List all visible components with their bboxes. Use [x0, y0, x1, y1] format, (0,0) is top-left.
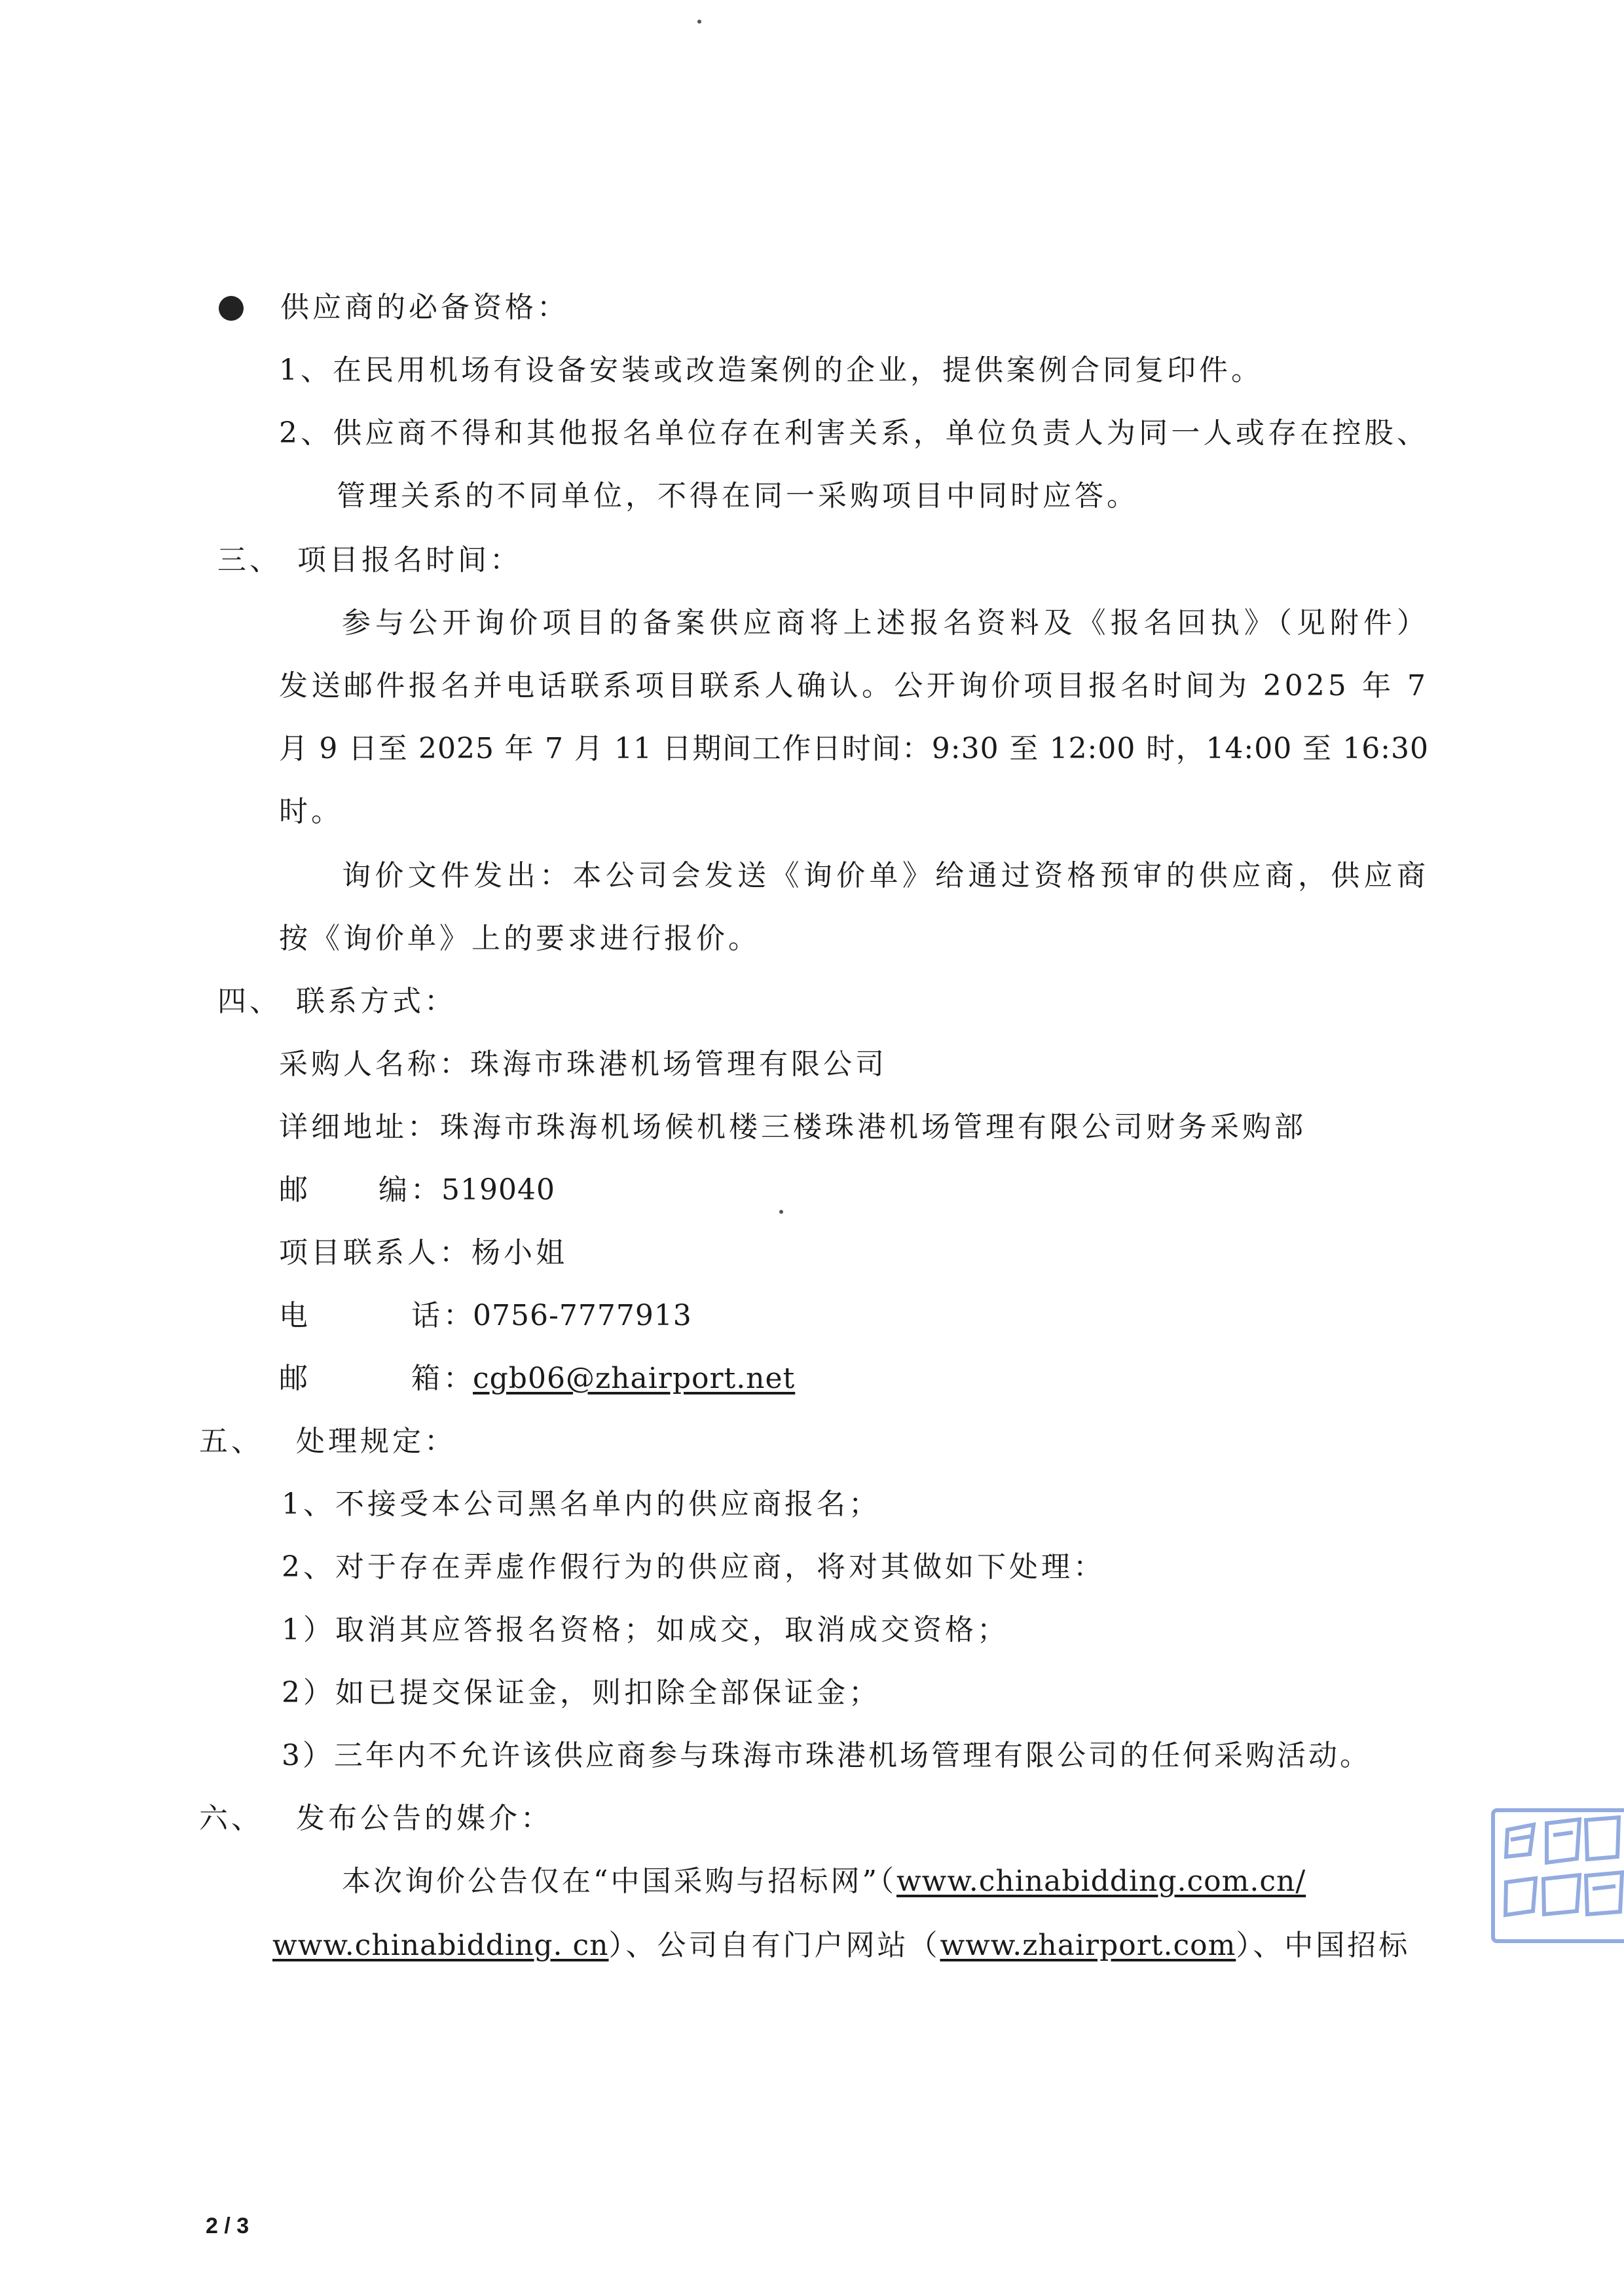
inquiry-paragraph-line-1: 询价文件发出：本公司会发送《询价单》给通过资格预审的供应商，供应商 [342, 859, 1429, 892]
address-label: 详细地址： [279, 1110, 439, 1144]
phone-value: 0756-7777913 [473, 1299, 692, 1332]
rule-sub-item-3: 3）三年内不允许该供应商参与珠海市珠港机场管理有限公司的任何采购活动。 [282, 1739, 1371, 1772]
postcode-label-char-1: 邮 [279, 1173, 311, 1207]
scan-speck [779, 1210, 783, 1214]
rule-sub-item-2: 2）如已提交保证金，则扣除全部保证金； [282, 1676, 881, 1709]
section-number-5: 五、 [199, 1425, 263, 1458]
buyer-name-value: 珠海市珠港机场管理有限公司 [470, 1048, 887, 1081]
qualification-item-2-cont: 管理关系的不同单位，不得在同一采购项目中同时应答。 [337, 479, 1139, 513]
section-number-4: 四、 [217, 985, 282, 1018]
section-number-3: 三、 [217, 543, 282, 577]
rule-sub-item-1: 1）取消其应答报名资格；如成交，取消成交资格； [282, 1613, 1009, 1647]
registration-paragraph-line-4: 时。 [279, 795, 343, 828]
rule-item-2: 2、对于存在弄虚作假行为的供应商，将对其做如下处理： [282, 1550, 1105, 1584]
postcode-label-char-2: 编： [378, 1173, 443, 1207]
media-paragraph-line-1 [342, 1862, 1306, 1901]
media-paragraph-text: ）、中国招标 [1236, 1929, 1411, 1962]
registration-paragraph-line-1: 参与公开询价项目的备案供应商将上述报名资料及《报名回执》（见附件） [342, 606, 1429, 640]
section-title-handling-rules: 处理规定： [296, 1425, 456, 1458]
registration-paragraph-line-2: 发送邮件报名并电话联系项目联系人确认。公开询价项目报名时间为 2025 年 7 [279, 669, 1429, 702]
section-heading-qualifications: 供应商的必备资格： [280, 291, 569, 324]
zhairport-link[interactable]: www.zhairport.com [940, 1929, 1236, 1962]
phone-label-char-1: 电 [279, 1299, 311, 1332]
contact-person-value: 杨小姐 [471, 1236, 568, 1269]
buyer-name-label: 采购人名称： [279, 1048, 471, 1081]
chinabidding-link-cont[interactable]: www.chinabidding. cn [272, 1929, 609, 1962]
media-paragraph-line-2 [272, 1926, 1410, 1965]
email-label-char-1: 邮 [279, 1362, 311, 1395]
bullet-dot [219, 296, 244, 321]
email-link[interactable]: cgb06@zhairport.net [473, 1362, 796, 1395]
contact-person-label: 项目联系人： [279, 1236, 471, 1269]
section-number-6: 六、 [199, 1802, 263, 1835]
section-title-publication-media: 发布公告的媒介： [296, 1802, 553, 1835]
scan-speck [697, 20, 701, 24]
address-value: 珠海市珠海机场候机楼三楼珠港机场管理有限公司财务采购部 [440, 1110, 1306, 1144]
media-paragraph-text: ）、公司自有门户网站（ [608, 1929, 940, 1962]
phone-label-char-2: 话： [411, 1299, 475, 1332]
page-number: 2 / 3 [206, 2214, 249, 2238]
section-title-contact: 联系方式： [296, 985, 456, 1018]
chinabidding-link[interactable]: www.chinabidding.com.cn/ [896, 1865, 1306, 1898]
company-seal-stamp [1488, 1784, 1624, 1961]
registration-paragraph-line-3: 月 9 日至 2025 年 7 月 11 日期间工作日时间：9:30 至 12:00 时，14:00 至 16:30 [279, 732, 1429, 765]
media-paragraph-text: 本次询价公告仅在“中国采购与招标网”（ [342, 1865, 896, 1898]
inquiry-paragraph-line-2: 按《询价单》上的要求进行报价。 [279, 922, 760, 955]
postcode-value: 519040 [441, 1173, 555, 1207]
qualification-item-2: 2、供应商不得和其他报名单位存在利害关系，单位负责人为同一人或存在控股、 [279, 416, 1429, 450]
qualification-item-1: 1、在民用机场有设备安装或改造案例的企业，提供案例合同复印件。 [279, 354, 1263, 387]
email-label-char-2: 箱： [411, 1362, 475, 1395]
rule-item-1: 1、不接受本公司黑名单内的供应商报名； [282, 1487, 881, 1521]
section-title-registration-time: 项目报名时间： [297, 543, 522, 577]
